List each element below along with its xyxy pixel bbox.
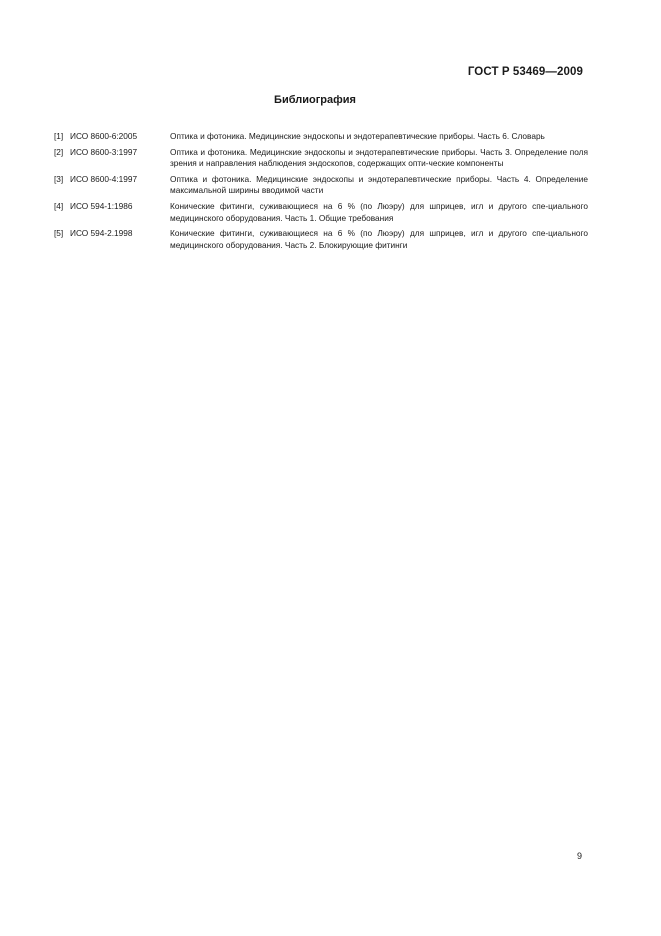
bibliography-entry	[54, 228, 588, 251]
entry-title: Оптика и фотоника. Медицинские эндоскопы и эндотерапевтические приборы. Часть 4. Определение максимальной ширины вводимой части	[170, 174, 588, 196]
standard-code: ГОСТ Р 53469—2009	[467, 66, 583, 78]
entry-title: Конические фитинги, суживающиеся на 6 % (по Люэру) для шприцев, игл и другого спе-циального медицинского оборудования. Часть 1. Общие требования	[170, 201, 588, 223]
entry-number: [4]	[54, 201, 64, 212]
bibliography-entry	[54, 201, 588, 224]
entry-standard-code: ИСО 8600-4:1997	[70, 174, 138, 184]
entry-title: Оптика и фотоника. Медицинские эндоскопы и эндотерапевтические приборы. Часть 3. Определение поля зрения и направления наблюдения эндоскопов, содержащих опти-ческие компоненты	[170, 146, 588, 169]
entry-standard-code: ИСО 594-2.1998	[70, 228, 133, 239]
bibliography-entry	[54, 174, 588, 197]
entry-number: [5]	[54, 228, 64, 239]
entry-title: Конические фитинги, суживающиеся на 6 % (по Люэру) для шприцев, игл и другого спе-циального медицинского оборудования. Часть 2. Блокирующие фитинги	[170, 228, 588, 250]
bibliography-entry	[54, 131, 588, 142]
section-title: Библиография	[274, 94, 356, 106]
entry-title: Оптика и фотоника. Медицинские эндоскопы и эндотерапевтические приборы. Часть 6. Словарь	[170, 131, 545, 141]
bibliography-list	[54, 131, 588, 256]
entry-number: [3]	[54, 174, 64, 184]
entry-standard-code: ИСО 8600-3:1997	[70, 146, 138, 157]
entry-standard-code: ИСО 594-1:1986	[70, 201, 133, 212]
entry-number: [1]	[54, 131, 64, 141]
entry-standard-code: ИСО 8600-6:2005	[70, 131, 138, 141]
bibliography-entry	[54, 147, 588, 170]
entry-number: [2]	[54, 146, 64, 157]
page-number: 9	[576, 851, 582, 861]
